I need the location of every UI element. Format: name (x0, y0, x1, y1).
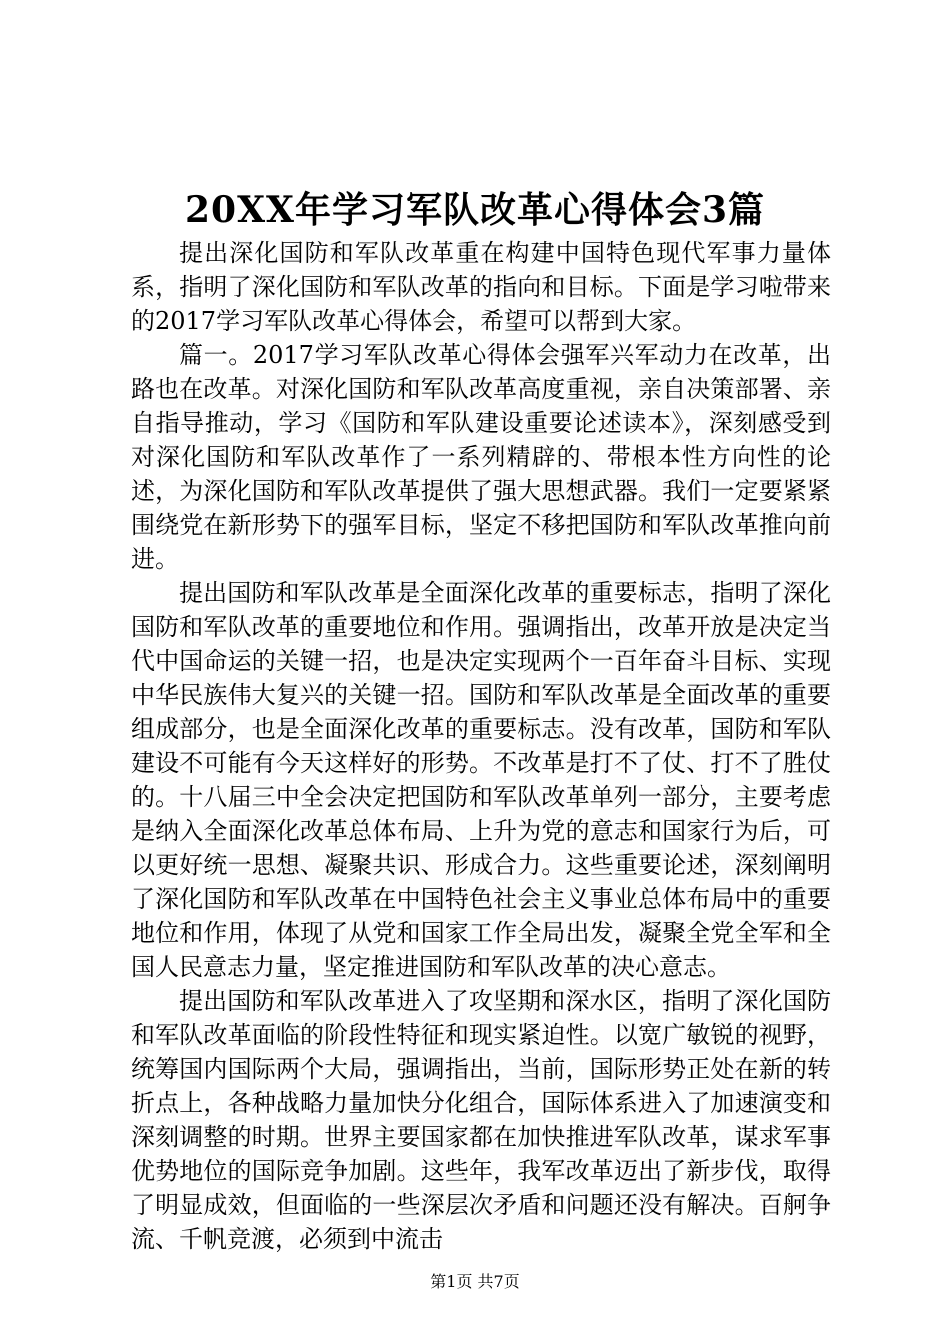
page-number-footer: 第1页 共7页 (430, 1272, 520, 1291)
paragraph: 提出国防和军队改革进入了攻坚期和深水区，指明了深化国防和军队改革面临的阶段性特征和现实紧迫性。以宽广敏锐的视野，统筹国内国际两个大局，强调指出，当前，国际形势正处在新的转折点上，各种战略力量加快分化组合，国际体系进入了加速演变和深刻调整的时期。世界主要国家都在加快推进军队改革，谋求军事优势地位的国际竞争加剧。这些年，我军改革迈出了新步伐，取得了明显成效，但面临的一些深层次矛盾和问题还没有解决。百舸争流、千帆竞渡，必须到中流击 (131, 987, 831, 1253)
paragraph: 提出深化国防和军队改革重在构建中国特色现代军事力量体系，指明了深化国防和军队改革的指向和目标。下面是学习啦带来的2017学习军队改革心得体会，希望可以帮到大家。 (131, 239, 831, 335)
paragraph: 篇一。2017学习军队改革心得体会强军兴军动力在改革，出路也在改革。对深化国防和军队改革高度重视，亲自决策部署、亲自指导推动，学习《国防和军队建设重要论述读本》，深刻感受到对深化国防和军队改革作了一系列精辟的、带根本性方向性的论述，为深化国防和军队改革提供了强大思想武器。我们一定要紧紧围绕党在新形势下的强军目标，坚定不移把国防和军队改革推向前进。 (131, 341, 831, 573)
paragraph: 提出国防和军队改革是全面深化改革的重要标志，指明了深化国防和军队改革的重要地位和作用。强调指出，改革开放是决定当代中国命运的关键一招，也是决定实现两个一百年奋斗目标、实现中华民族伟大复兴的关键一招。国防和军队改革是全面改革的重要组成部分，也是全面深化改革的重要标志。没有改革，国防和军队建设不可能有今天这样好的形势。不改革是打不了仗、打不了胜仗的。十八届三中全会决定把国防和军队改革单列一部分，主要考虑是纳入全面深化改革总体布局、上升为党的意志和国家行为后，可以更好统一思想、凝聚共识、形成合力。这些重要论述，深刻阐明了深化国防和军队改革在中国特色社会主义事业总体布局中的重要地位和作用，体现了从党和国家工作全局出发，凝聚全党全军和全国人民意志力量，坚定推进国防和军队改革的决心意志。 (131, 579, 831, 981)
document-title: 20XX年学习军队改革心得体会3篇 (184, 189, 765, 231)
document-body (131, 236, 831, 1256)
